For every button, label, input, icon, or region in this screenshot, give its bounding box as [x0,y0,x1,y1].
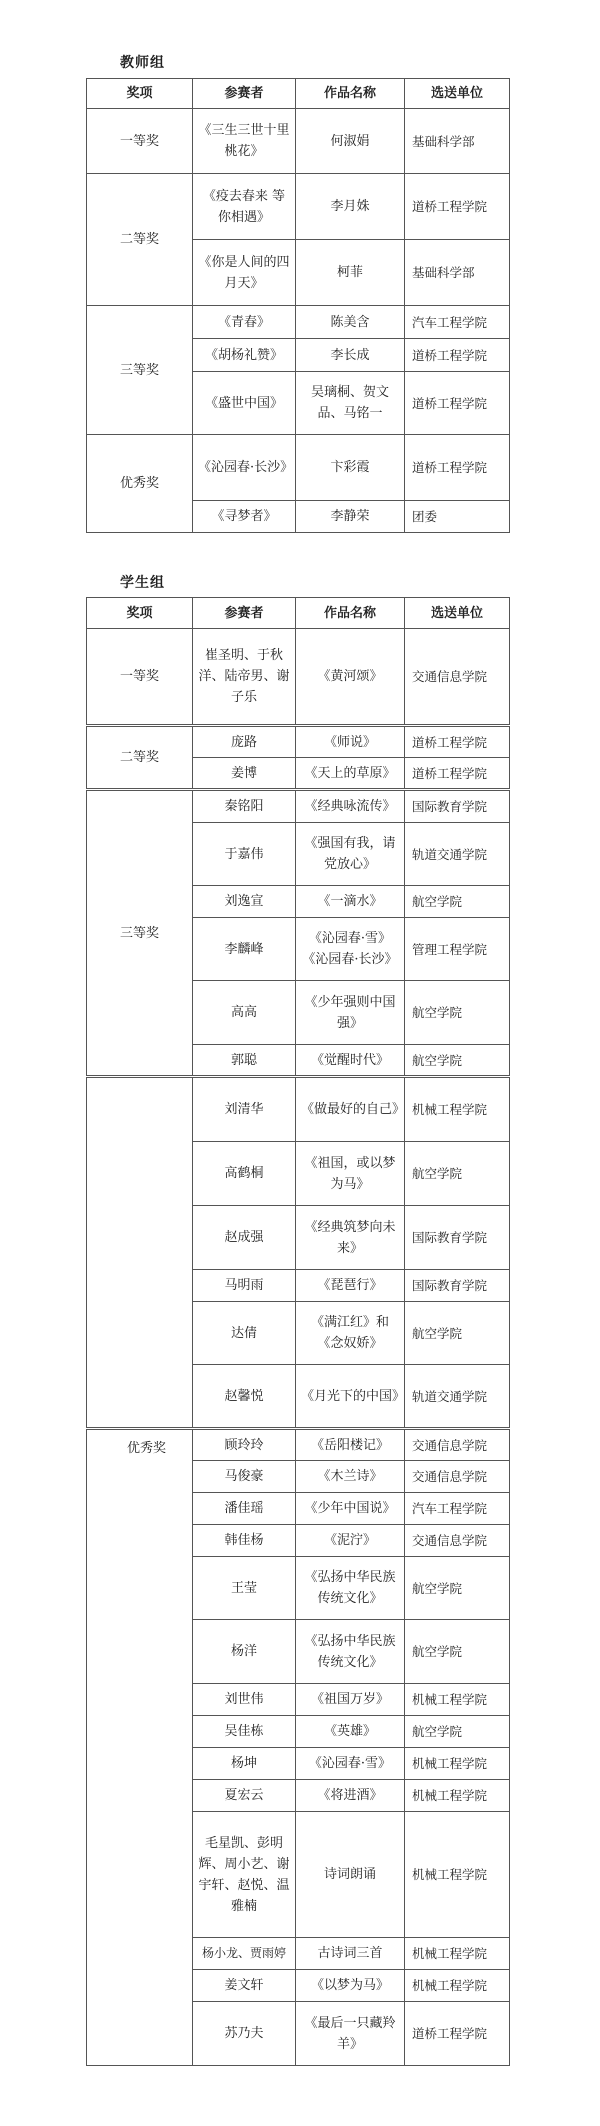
work-cell: 李月姝 [296,174,405,240]
contestant-cell: 姜文轩 [193,1970,296,2002]
unit-cell: 航空学院 [405,1045,510,1077]
unit-cell: 道桥工程学院 [405,372,510,435]
unit-cell: 国际教育学院 [405,1270,510,1302]
contestant-cell: 庞路 [193,726,296,758]
unit-cell: 道桥工程学院 [405,339,510,372]
work-cell: 李长成 [296,339,405,372]
work-cell: 《木兰诗》 [296,1461,405,1493]
unit-cell: 交通信息学院 [405,1429,510,1461]
table-row [87,174,510,240]
table-header-row [87,79,510,109]
contestant-cell: 秦铭阳 [193,790,296,823]
unit-cell: 航空学院 [405,1302,510,1365]
contestant-cell: 《盛世中国》 [193,372,296,435]
contestant-cell: 韩佳杨 [193,1525,296,1557]
work-cell: 《少年中国说》 [296,1493,405,1525]
unit-cell: 道桥工程学院 [405,2002,510,2066]
work-cell: 《祖国万岁》 [296,1684,405,1716]
unit-cell: 航空学院 [405,1142,510,1206]
contestant-cell: 《胡杨礼赞》 [193,339,296,372]
unit-cell: 团委 [405,501,510,533]
contestant-cell: 刘世伟 [193,1684,296,1716]
work-cell: 《一滴水》 [296,886,405,918]
contestant-cell: 姜博 [193,758,296,790]
table-row [87,1429,510,1461]
work-cell: 《经典筑梦向未来》 [296,1206,405,1270]
contestant-cell: 《三生三世十里桃花》 [193,109,296,174]
unit-cell: 轨道交通学院 [405,823,510,886]
award-cell: 二等奖 [87,174,193,306]
contestant-cell: 《寻梦者》 [193,501,296,533]
contestant-cell: 李麟峰 [193,918,296,981]
student-group-heading: 学生组 [120,575,165,591]
unit-cell: 轨道交通学院 [405,1365,510,1429]
work-cell: 柯菲 [296,240,405,306]
work-cell: 《强国有我，请党放心》 [296,823,405,886]
unit-cell: 道桥工程学院 [405,174,510,240]
contestant-cell: 高鹤桐 [193,1142,296,1206]
contestant-cell: 《沁园春·长沙》 [193,435,296,501]
unit-cell: 机械工程学院 [405,1684,510,1716]
header-award: 奖项 [87,598,193,629]
work-cell: 何淑娟 [296,109,405,174]
unit-cell: 道桥工程学院 [405,726,510,758]
work-cell: 《沁园春·雪》《沁园春·长沙》 [296,918,405,981]
unit-cell: 机械工程学院 [405,1780,510,1812]
table-row [87,629,510,726]
award-cell [87,1077,193,1429]
work-cell: 《祖国，或以梦为马》 [296,1142,405,1206]
header-unit: 选送单位 [405,598,510,629]
work-cell: 《觉醒时代》 [296,1045,405,1077]
work-cell: 《经典咏流传》 [296,790,405,823]
contestant-cell: 崔圣明、于秋洋、陆帝男、谢子乐 [193,629,296,726]
contestant-cell: 马俊豪 [193,1461,296,1493]
unit-cell: 交通信息学院 [405,629,510,726]
contestant-cell: 刘逸宣 [193,886,296,918]
unit-cell: 汽车工程学院 [405,1493,510,1525]
award-cell: 优秀奖 [87,435,193,533]
work-cell: 《月光下的中国》 [296,1365,405,1429]
table-row [87,1077,510,1142]
work-cell: 卞彩霞 [296,435,405,501]
contestant-cell: 杨小龙、贾雨婷 [193,1938,296,1970]
award-cell: 优秀奖 [87,1429,193,2066]
contestant-cell: 毛星凯、彭明辉、周小艺、谢宇轩、赵悦、温雅楠 [193,1812,296,1938]
contestant-cell: 《你是人间的四月天》 [193,240,296,306]
unit-cell: 机械工程学院 [405,1970,510,2002]
header-contestant: 参赛者 [193,598,296,629]
award-cell: 三等奖 [87,306,193,435]
header-work-title: 作品名称 [296,79,405,109]
contestant-cell: 《疫去春来 等你相遇》 [193,174,296,240]
unit-cell: 交通信息学院 [405,1461,510,1493]
award-cell: 三等奖 [87,790,193,1077]
unit-cell: 航空学院 [405,981,510,1045]
unit-cell: 机械工程学院 [405,1938,510,1970]
unit-cell: 航空学院 [405,1620,510,1684]
work-cell: 诗词朗诵 [296,1812,405,1938]
contestant-cell: 《青春》 [193,306,296,339]
work-cell: 古诗词三首 [296,1938,405,1970]
work-cell: 吴璃桐、贺文品、马铭一 [296,372,405,435]
work-cell: 《黄河颂》 [296,629,405,726]
contestant-cell: 赵成强 [193,1206,296,1270]
work-cell: 《沁园春·雪》 [296,1748,405,1780]
unit-cell: 航空学院 [405,1716,510,1748]
table-row [87,435,510,501]
unit-cell: 交通信息学院 [405,1525,510,1557]
contestant-cell: 高高 [193,981,296,1045]
unit-cell: 道桥工程学院 [405,435,510,501]
teacher-award-table [86,78,510,533]
contestant-cell: 郭聪 [193,1045,296,1077]
table-row [87,726,510,758]
unit-cell: 国际教育学院 [405,1206,510,1270]
work-cell: 《将进酒》 [296,1780,405,1812]
contestant-cell: 马明雨 [193,1270,296,1302]
work-cell: 《师说》 [296,726,405,758]
header-award: 奖项 [87,79,193,109]
work-cell: 《岳阳楼记》 [296,1429,405,1461]
contestant-cell: 吴佳栋 [193,1716,296,1748]
header-unit: 选送单位 [405,79,510,109]
contestant-cell: 刘清华 [193,1077,296,1142]
table-row [87,109,510,174]
contestant-cell: 夏宏云 [193,1780,296,1812]
header-contestant: 参赛者 [193,79,296,109]
work-cell: 《泥泞》 [296,1525,405,1557]
contestant-cell: 杨坤 [193,1748,296,1780]
table-row [87,306,510,339]
unit-cell: 机械工程学院 [405,1748,510,1780]
contestant-cell: 赵馨悦 [193,1365,296,1429]
unit-cell: 汽车工程学院 [405,306,510,339]
header-work-title: 作品名称 [296,598,405,629]
contestant-cell: 于嘉伟 [193,823,296,886]
contestant-cell: 达倩 [193,1302,296,1365]
work-cell: 《少年强则中国强》 [296,981,405,1045]
work-cell: 《最后一只藏羚羊》 [296,2002,405,2066]
contestant-cell: 顾玲玲 [193,1429,296,1461]
award-cell: 一等奖 [87,109,193,174]
table-header-row [87,598,510,629]
contestant-cell: 潘佳瑶 [193,1493,296,1525]
work-cell: 《满江红》和《念奴娇》 [296,1302,405,1365]
work-cell: 《弘扬中华民族传统文化》 [296,1557,405,1620]
award-cell: 一等奖 [87,629,193,726]
table-row [87,790,510,823]
unit-cell: 基础科学部 [405,109,510,174]
contestant-cell: 王莹 [193,1557,296,1620]
work-cell: 《英雄》 [296,1716,405,1748]
unit-cell: 航空学院 [405,886,510,918]
unit-cell: 国际教育学院 [405,790,510,823]
work-cell: 《琵琶行》 [296,1270,405,1302]
unit-cell: 机械工程学院 [405,1077,510,1142]
unit-cell: 道桥工程学院 [405,758,510,790]
award-cell: 二等奖 [87,726,193,790]
work-cell: 李静荣 [296,501,405,533]
unit-cell: 机械工程学院 [405,1812,510,1938]
unit-cell: 航空学院 [405,1557,510,1620]
contestant-cell: 苏乃夫 [193,2002,296,2066]
work-cell: 《以梦为马》 [296,1970,405,2002]
work-cell: 《天上的草原》 [296,758,405,790]
contestant-cell: 杨洋 [193,1620,296,1684]
student-award-table [86,597,510,2066]
work-cell: 《做最好的自己》 [296,1077,405,1142]
work-cell: 《弘扬中华民族传统文化》 [296,1620,405,1684]
teacher-group-heading: 教师组 [120,55,165,71]
unit-cell: 管理工程学院 [405,918,510,981]
unit-cell: 基础科学部 [405,240,510,306]
work-cell: 陈美含 [296,306,405,339]
